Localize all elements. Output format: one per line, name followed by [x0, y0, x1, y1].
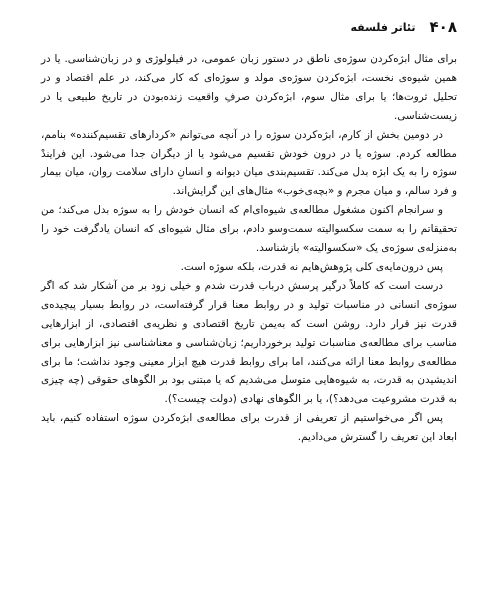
- paragraph: در دومین بخش از کارم، ابژه‌کردن سوژه را در آنچه می‌توانم «کردارهای تقسیم‌کننده» بنامم، مطالعه کردم. سوژه یا در درون خودش تقسیم می‌شود یا از دیگران جدا می‌شود. این فرایندْ سوژه را به یک ابژه بدل می‌کند. تقسیم‌بندی میان دیوانه و انسانِ دارای سلامت روان، میان بیمار و فرد سالم، و میان مجرم و «بچه‌ی‌خوب» مثال‌های این گرایش‌اند.: [41, 128, 457, 198]
- paragraph: درست است که کاملاً درگیر پرسش درباب قدرت شدم و خیلی زود بر من آشکار شد که اگر سوژه‌ی انسانی در مناسبات تولید و در روابط معنا قرار گرفته‌است، در روابط بسیار پیچیده‌ی قدرت نیز قرار دارد. روشن است که به‌یمن تاریخ اقتصادی و نظریه‌ی اقتصادی، از ابزارهایی مناسب برای مطالعه‌ی مناسبات تولید برخورداریم؛ زبان‌شناسی و معناشناسی نیز ابزارهایی برای مطالعه‌ی روابط معنا ارائه می‌کنند، اما برای روابط قدرت هیچ ابزار معینی وجود نداشت؛ ما برای اندیشیدن به قدرت، به شیوه‌هایی متوسل می‌شدیم که یا مبتنی بود بر الگوهای حقوقی (چه چیزی به قدرت مشروعیت می‌دهد؟)، یا بر الگوهای نهادی (دولت چیست؟).: [41, 279, 457, 406]
- page-number: ۴۰۸: [429, 18, 457, 36]
- body-text: [41, 50, 457, 447]
- paragraph: برای مثال ابژه‌کردن سوژه‌ی ناطق در دستور زبان عمومی، در فیلولوژی و در زبان‌شناسی. یا در همین شیوه‌ی نخست، ابژه‌کردن سوژه‌ی مولد و سوژه‌ای که کار می‌کند، در علم اقتصاد و در تحلیل ثروت‌ها؛ یا برای مثال سوم، ابژه‌کردن صرفِ واقعیت زنده‌بودن در تاریخ طبیعی یا در زیست‌شناسی.: [41, 53, 457, 122]
- running-title: تئاتر فلسفه: [350, 20, 416, 34]
- paragraph: پس درون‌مایه‌ی کلی پژوهش‌هایم نه قدرت، بلکه سوژه است.: [180, 260, 443, 273]
- paragraph: و سرانجام اکنون مشغول مطالعه‌ی شیوه‌ای‌ام که انسان خودش را به سوژه بدل می‌کند؛ من تحقیقاتم را به سمت سکسوالیته سمت‌وسو دادم، برای مثال شیوه‌ای که انسان یادگرفت خود را به‌منزله‌ی سوژه‌ی یک «سکسوالیته» بازشناسد.: [41, 204, 457, 255]
- page-header: [41, 16, 457, 38]
- paragraph: پس اگر می‌خواستیم از تعریفی از قدرت برای مطالعه‌ی ابژه‌کردن سوژه استفاده کنیم، باید ابعاد این تعریف را گسترش می‌دادیم.: [41, 412, 457, 444]
